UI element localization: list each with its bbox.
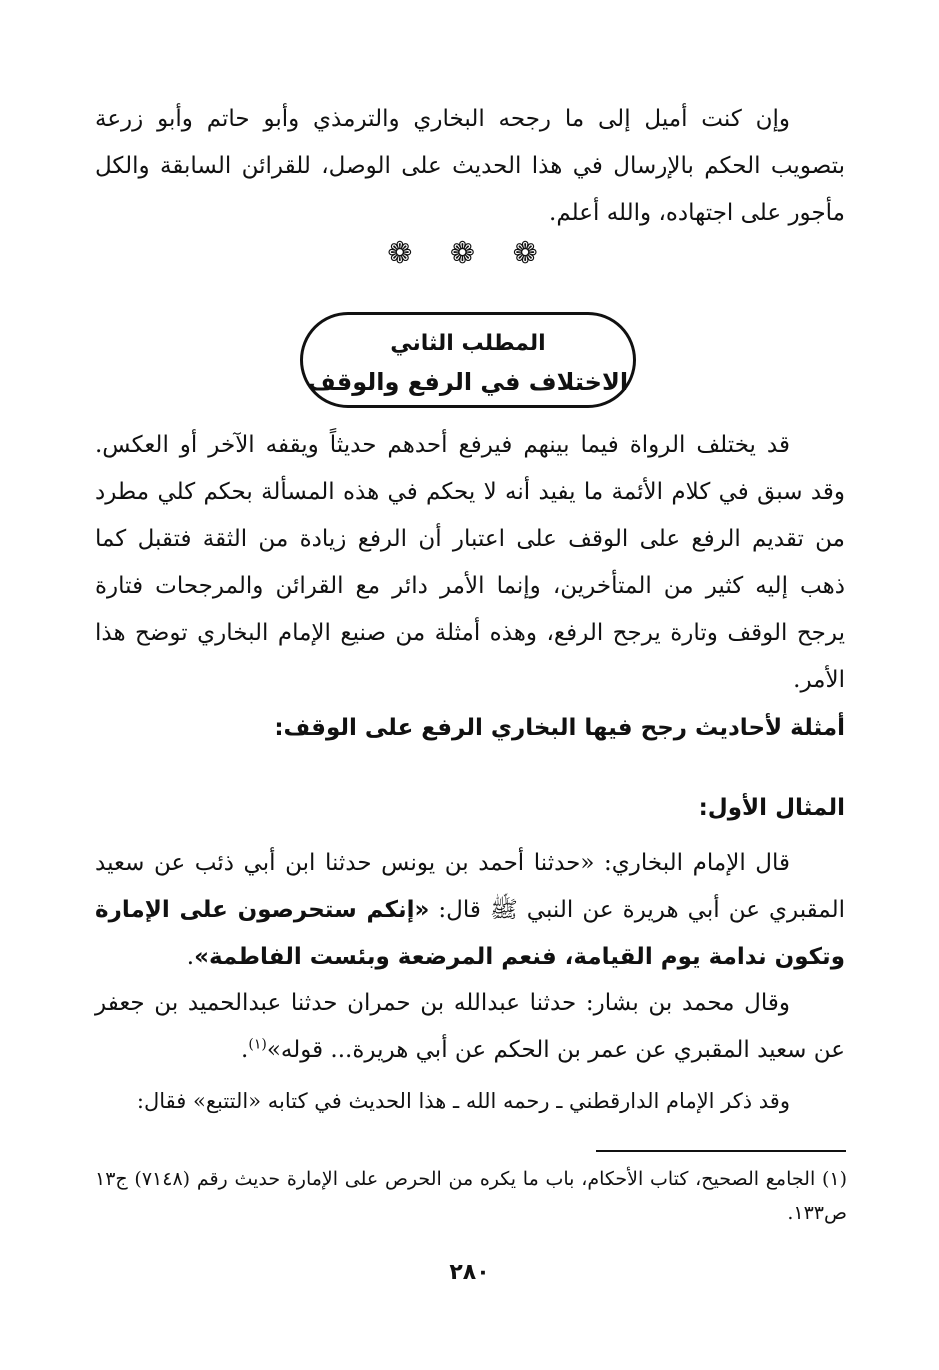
second-example-text: وقال محمد بن بشار: حدثنا عبدالله بن حمران حدثنا عبدالحميد بن جعفر عن سعيد المقبري عن عمر بن الحكم عن أبي هريرة... قوله» — [95, 990, 845, 1063]
body-text: قد يختلف الرواة فيما بينهم فيرفع أحدهم حديثاً ويقفه الآخر أو العكس. وقد سبق في كلام الأئمة ما يفيد أنه لا يحكم في هذه المسألة بحكم كلي مطرد من تقديم الرفع على الوقف على اعتبار أن الرفع زيادة من الثقة فتقبل كما ذهب إليه كثير من المتأخرين، وإنما الأمر دائر مع القرائن والمرجحات فتارة يرجح الوقف وتارة يرجح الرفع، وهذه أمثلة من صنيع الإمام البخاري توضح هذا الأمر. — [95, 432, 845, 693]
section-title-line1: المطلب الثاني — [390, 331, 546, 356]
example-end: . — [186, 944, 195, 970]
second-example-paragraph — [95, 980, 845, 1074]
first-example-heading: المثال الأول: — [698, 795, 845, 821]
footnote-text: (١) الجامع الصحيح، كتاب الأحكام، باب ما يكره من الحرص على الإمارة حديث رقم (٧١٤٨) ج١٣ ص١٣٣. — [95, 1168, 848, 1224]
intro-paragraph — [95, 96, 845, 237]
lead-paragraph — [95, 1078, 845, 1125]
footnote-reference: (١) — [248, 1036, 267, 1053]
page-number: ٢٨٠ — [449, 1260, 490, 1285]
examples-subheading: أمثلة لأحاديث رجح فيها البخاري الرفع على الوقف: — [274, 715, 845, 741]
lead-text: وقد ذكر الإمام الدارقطني ـ رحمه الله ـ هذا الحديث في كتابه «التتبع» فقال: — [136, 1089, 790, 1113]
section-separator: ❁ ❁ ❁ — [387, 236, 552, 271]
hadith-text: «إنكم ستحرصون على الإمارة وتكون ندامة يوم القيامة، فنعم المرضعة وبئست الفاطمة» — [95, 897, 845, 970]
second-example-end: . — [241, 1037, 249, 1063]
example-paragraph — [95, 840, 845, 981]
footnote-divider — [596, 1150, 846, 1152]
example-text: قال الإمام البخاري: «حدثنا أحمد بن يونس حدثنا ابن أبي ذئب عن سعيد المقبري عن أبي هريرة عن النبي ﷺ قال: — [95, 850, 845, 923]
section-title-box — [300, 312, 636, 408]
section-title-line2: الاختلاف في الرفع والوقف — [307, 368, 629, 396]
intro-text: وإن كنت أميل إلى ما رجحه البخاري والترمذي وأبو حاتم وأبو زرعة بتصويب الحكم بالإرسال في هذا الحديث على الوصل، للقرائن السابقة والكل مأجور على اجتهاده، والله أعلم. — [95, 106, 845, 226]
body-paragraph — [95, 422, 845, 704]
footnote — [95, 1162, 847, 1230]
